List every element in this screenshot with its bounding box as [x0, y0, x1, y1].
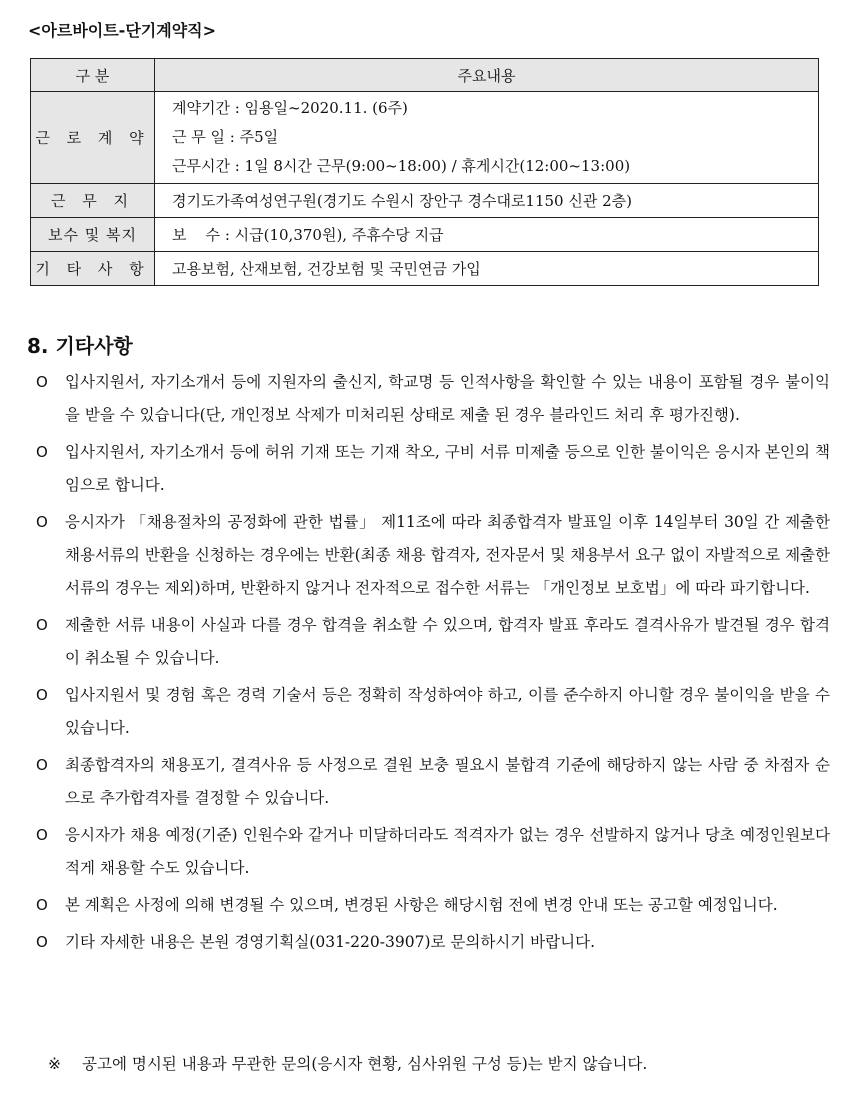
list-item: [0, 819, 854, 885]
table-row-contract: [31, 92, 819, 184]
note-text: 최종합격자의 채용포기, 결격사유 등 사정으로 결원 보충 필요시 불합격 기준에 해당하지 않는 사람 중 차점자 순으로 추가합격자를 결정할 수 있습니다.: [65, 756, 830, 807]
row-label-workplace: 근 무 지: [31, 184, 155, 218]
circle-bullet-icon: O: [36, 616, 48, 634]
note-text: 입사지원서 및 경험 혹은 경력 기술서 등은 정확히 작성하여야 하고, 이를 준수하지 아니할 경우 불이익을 받을 수 있습니다.: [65, 686, 830, 737]
table-row-workplace: [31, 184, 819, 218]
row-label-other: 기 타 사 항: [31, 252, 155, 286]
note-text: 본 계획은 사정에 의해 변경될 수 있으며, 변경된 사항은 해당시험 전에 변경 안내 또는 공고할 예정입니다.: [65, 896, 778, 914]
table-header-row: [31, 59, 819, 92]
row-label-pay: 보수 및 복지: [31, 218, 155, 252]
circle-bullet-icon: O: [36, 686, 48, 704]
row-label-contract: 근 로 계 약: [31, 92, 155, 184]
work-hours: 근무시간 : 1일 8시간 근무(9:00~18:00) / 휴게시간(12:00~13:00): [172, 157, 631, 175]
circle-bullet-icon: O: [36, 373, 48, 391]
list-item: [0, 366, 854, 432]
row-value-other: 고용보험, 산재보험, 건강보험 및 국민연금 가입: [155, 252, 819, 286]
row-value-pay: 보 수 : 시급(10,370원), 주휴수당 지급: [155, 218, 819, 252]
circle-bullet-icon: O: [36, 896, 48, 914]
note-text: 입사지원서, 자기소개서 등에 지원자의 출신지, 학교명 등 인적사항을 확인할 수 있는 내용이 포함될 경우 불이익을 받을 수 있습니다(단, 개인정보 삭제가 미처리된 상태로 제출 된 경우 블라인드 처리 후 평가진행).: [65, 373, 830, 424]
list-item: [0, 679, 854, 745]
circle-bullet-icon: O: [36, 826, 48, 844]
header-category: 구 분: [31, 59, 155, 92]
employment-terms-table: [30, 58, 819, 286]
note-text: 응시자가 채용 예정(기준) 인원수와 같거나 미달하더라도 적격자가 없는 경우 선발하지 않거나 당초 예정인원보다 적게 채용할 수도 있습니다.: [65, 826, 830, 877]
section-8-title: 8. 기타사항: [27, 334, 133, 358]
note-text: 제출한 서류 내용이 사실과 다를 경우 합격을 취소할 수 있으며, 합격자 발표 후라도 결격사유가 발견될 경우 합격이 취소될 수 있습니다.: [65, 616, 830, 667]
circle-bullet-icon: O: [36, 513, 48, 531]
table-row-other: [31, 252, 819, 286]
work-days: 근 무 일 : 주5일: [172, 128, 279, 146]
note-text: 기타 자세한 내용은 본원 경영기획실(031-220-3907)로 문의하시기 바랍니다.: [65, 933, 596, 951]
list-item: [0, 749, 854, 815]
list-item: [0, 926, 854, 959]
notes-list: [0, 366, 854, 963]
list-item: [0, 609, 854, 675]
circle-bullet-icon: O: [36, 443, 48, 461]
list-item: [0, 436, 854, 502]
contract-period: 계약기간 : 임용일~2020.11. (6주): [172, 99, 408, 117]
note-text: 응시자가 「채용절차의 공정화에 관한 법률」 제11조에 따라 최종합격자 발표일 이후 14일부터 30일 간 제출한 채용서류의 반환을 신청하는 경우에는 반환(최종 채용 합격자, 전자문서 및 채용부서 요구 없이 자발적으로 제출한 서류의 경우는 제외)하며, 반환하지 않거나 전자적으로 접수한 서류는 「개인정보 보호법」에 따라 파기합니다.: [65, 513, 830, 597]
note-text: 입사지원서, 자기소개서 등에 허위 기재 또는 기재 착오, 구비 서류 미제출 등으로 인한 불이익은 응시자 본인의 책임으로 합니다.: [65, 443, 830, 494]
section-title: <아르바이트-단기계약직>: [28, 21, 217, 40]
circle-bullet-icon: O: [36, 756, 48, 774]
row-value-contract: [155, 92, 819, 184]
footnote: [48, 1052, 647, 1074]
reference-mark-icon: ※: [48, 1055, 61, 1073]
list-item: [0, 889, 854, 922]
header-main-content: 주요내용: [155, 59, 819, 92]
table-row-pay: [31, 218, 819, 252]
list-item: [0, 506, 854, 605]
circle-bullet-icon: O: [36, 933, 48, 951]
footnote-text: 공고에 명시된 내용과 무관한 문의(응시자 현황, 심사위원 구성 등)는 받지 않습니다.: [82, 1055, 648, 1073]
row-value-workplace: 경기도가족여성연구원(경기도 수원시 장안구 경수대로1150 신관 2층): [155, 184, 819, 218]
